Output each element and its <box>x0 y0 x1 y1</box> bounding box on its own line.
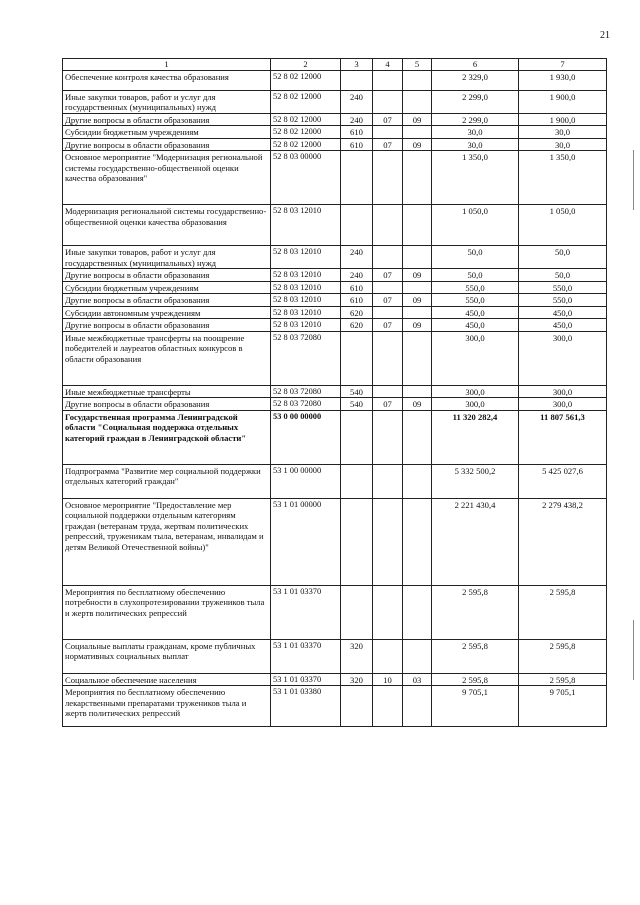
row-name-cell: Иные межбюджетные трансферты <box>63 385 271 398</box>
row-value-col6-cell: 50,0 <box>432 246 519 269</box>
row-value-col7-cell: 5 425 027,6 <box>519 464 607 498</box>
row-value-col7-cell: 300,0 <box>519 331 607 385</box>
table-row <box>63 385 607 398</box>
row-subsection-cell: 09 <box>403 113 432 126</box>
table-row <box>63 639 607 673</box>
row-value-col6-cell: 2 595,8 <box>432 673 519 686</box>
row-subsection-cell <box>403 90 432 113</box>
row-value-col6-cell: 300,0 <box>432 385 519 398</box>
table-row <box>63 151 607 205</box>
row-subsection-cell: 09 <box>403 138 432 151</box>
row-name-cell: Субсидии автономным учреждениям <box>63 306 271 319</box>
row-section-cell <box>373 498 403 585</box>
row-subsection-cell: 09 <box>403 269 432 282</box>
table-row <box>63 498 607 585</box>
page-number: 21 <box>600 30 610 41</box>
row-section-cell <box>373 151 403 205</box>
column-header: 6 <box>432 59 519 71</box>
row-section-cell <box>373 126 403 139</box>
row-subsection-cell <box>403 639 432 673</box>
row-section-cell <box>373 410 403 464</box>
row-value-col6-cell: 2 595,8 <box>432 585 519 639</box>
row-section-cell: 07 <box>373 398 403 411</box>
row-expense-type-cell <box>341 686 373 727</box>
table-row <box>63 113 607 126</box>
row-value-col6-cell: 550,0 <box>432 294 519 307</box>
row-subsection-cell: 09 <box>403 294 432 307</box>
row-subsection-cell: 09 <box>403 319 432 332</box>
table-body <box>63 70 607 727</box>
row-value-col7-cell: 2 595,8 <box>519 639 607 673</box>
row-expense-type-cell: 540 <box>341 398 373 411</box>
row-expense-type-cell: 240 <box>341 269 373 282</box>
row-value-col6-cell: 300,0 <box>432 398 519 411</box>
table-row <box>63 90 607 113</box>
row-expense-type-cell <box>341 464 373 498</box>
table-row <box>63 70 607 90</box>
row-section-cell <box>373 205 403 246</box>
row-subsection-cell <box>403 686 432 727</box>
row-code-cell: 53 0 00 00000 <box>271 410 341 464</box>
row-value-col7-cell: 2 279 438,2 <box>519 498 607 585</box>
table-row <box>63 319 607 332</box>
row-expense-type-cell: 240 <box>341 246 373 269</box>
row-name-cell: Другие вопросы в области образования <box>63 319 271 332</box>
column-header: 7 <box>519 59 607 71</box>
table-row <box>63 126 607 139</box>
row-expense-type-cell <box>341 70 373 90</box>
row-expense-type-cell <box>341 151 373 205</box>
row-code-cell: 53 1 01 03370 <box>271 585 341 639</box>
row-subsection-cell <box>403 331 432 385</box>
row-expense-type-cell: 240 <box>341 90 373 113</box>
row-subsection-cell <box>403 306 432 319</box>
table-row <box>63 138 607 151</box>
row-code-cell: 53 1 01 03370 <box>271 673 341 686</box>
row-code-cell: 52 8 02 12000 <box>271 113 341 126</box>
row-value-col7-cell: 1 900,0 <box>519 113 607 126</box>
column-header: 1 <box>63 59 271 71</box>
row-name-cell: Государственная программа Ленинградской области "Социальная поддержка отдельных категорий граждан в Ленинградской области" <box>63 410 271 464</box>
row-code-cell: 53 1 01 03370 <box>271 639 341 673</box>
row-value-col6-cell: 11 320 282,4 <box>432 410 519 464</box>
row-subsection-cell <box>403 151 432 205</box>
row-subsection-cell <box>403 410 432 464</box>
row-name-cell: Субсидии бюджетным учреждениям <box>63 281 271 294</box>
row-code-cell: 52 8 03 12010 <box>271 319 341 332</box>
row-expense-type-cell <box>341 585 373 639</box>
row-section-cell <box>373 70 403 90</box>
row-code-cell: 52 8 02 12000 <box>271 138 341 151</box>
row-section-cell: 10 <box>373 673 403 686</box>
scan-edge-mark <box>633 150 634 210</box>
row-section-cell <box>373 464 403 498</box>
row-name-cell: Модернизация региональной системы государственно-общественной оценки качества образования <box>63 205 271 246</box>
row-expense-type-cell: 620 <box>341 306 373 319</box>
row-expense-type-cell <box>341 331 373 385</box>
row-section-cell <box>373 385 403 398</box>
row-name-cell: Иные межбюджетные трансферты на поощрение победителей и лауреатов областных конкурсов в области образования <box>63 331 271 385</box>
row-name-cell: Основное мероприятие "Модернизация региональной системы государственно-общественной оценки качества образования" <box>63 151 271 205</box>
table-row <box>63 331 607 385</box>
row-value-col6-cell: 2 299,0 <box>432 113 519 126</box>
row-value-col6-cell: 2 329,0 <box>432 70 519 90</box>
row-code-cell: 53 1 00 00000 <box>271 464 341 498</box>
row-value-col6-cell: 300,0 <box>432 331 519 385</box>
budget-table <box>62 58 607 727</box>
row-value-col6-cell: 1 050,0 <box>432 205 519 246</box>
row-code-cell: 52 8 03 12010 <box>271 306 341 319</box>
row-code-cell: 52 8 03 12010 <box>271 294 341 307</box>
table-row <box>63 686 607 727</box>
row-expense-type-cell: 620 <box>341 319 373 332</box>
row-value-col7-cell: 1 930,0 <box>519 70 607 90</box>
row-value-col7-cell: 1 050,0 <box>519 205 607 246</box>
row-code-cell: 52 8 03 12010 <box>271 281 341 294</box>
row-name-cell: Иные закупки товаров, работ и услуг для государственных (муниципальных) нужд <box>63 90 271 113</box>
row-value-col6-cell: 50,0 <box>432 269 519 282</box>
column-header: 3 <box>341 59 373 71</box>
row-section-cell <box>373 585 403 639</box>
row-subsection-cell <box>403 385 432 398</box>
row-code-cell: 52 8 02 12000 <box>271 90 341 113</box>
row-subsection-cell <box>403 126 432 139</box>
row-section-cell: 07 <box>373 138 403 151</box>
row-value-col7-cell: 11 807 561,3 <box>519 410 607 464</box>
row-code-cell: 52 8 03 72080 <box>271 331 341 385</box>
row-value-col7-cell: 2 595,8 <box>519 585 607 639</box>
row-value-col7-cell: 300,0 <box>519 385 607 398</box>
row-value-col7-cell: 550,0 <box>519 294 607 307</box>
row-section-cell <box>373 246 403 269</box>
row-expense-type-cell: 240 <box>341 113 373 126</box>
row-value-col6-cell: 5 332 500,2 <box>432 464 519 498</box>
row-value-col6-cell: 30,0 <box>432 126 519 139</box>
row-name-cell: Иные закупки товаров, работ и услуг для государственных (муниципальных) нужд <box>63 246 271 269</box>
row-code-cell: 53 1 01 03380 <box>271 686 341 727</box>
row-value-col7-cell: 450,0 <box>519 319 607 332</box>
scan-edge-mark <box>633 620 634 680</box>
row-name-cell: Другие вопросы в области образования <box>63 294 271 307</box>
row-code-cell: 52 8 02 12000 <box>271 70 341 90</box>
row-name-cell: Мероприятия по бесплатному обеспечению лекарственными препаратами тружеников тыла и жертв политических репрессий <box>63 686 271 727</box>
row-value-col7-cell: 550,0 <box>519 281 607 294</box>
row-value-col7-cell: 50,0 <box>519 269 607 282</box>
row-subsection-cell <box>403 205 432 246</box>
row-value-col6-cell: 550,0 <box>432 281 519 294</box>
row-expense-type-cell <box>341 498 373 585</box>
row-subsection-cell <box>403 498 432 585</box>
table-row <box>63 306 607 319</box>
row-expense-type-cell: 610 <box>341 294 373 307</box>
row-section-cell <box>373 639 403 673</box>
row-code-cell: 53 1 01 00000 <box>271 498 341 585</box>
row-expense-type-cell: 610 <box>341 281 373 294</box>
row-section-cell <box>373 90 403 113</box>
table-row <box>63 205 607 246</box>
row-code-cell: 52 8 03 12010 <box>271 269 341 282</box>
row-value-col6-cell: 2 595,8 <box>432 639 519 673</box>
row-name-cell: Другие вопросы в области образования <box>63 398 271 411</box>
row-value-col7-cell: 50,0 <box>519 246 607 269</box>
row-value-col6-cell: 1 350,0 <box>432 151 519 205</box>
row-section-cell: 07 <box>373 113 403 126</box>
row-name-cell: Другие вопросы в области образования <box>63 269 271 282</box>
row-expense-type-cell: 320 <box>341 673 373 686</box>
row-code-cell: 52 8 03 12010 <box>271 246 341 269</box>
column-header: 2 <box>271 59 341 71</box>
row-section-cell <box>373 281 403 294</box>
row-section-cell: 07 <box>373 319 403 332</box>
row-expense-type-cell <box>341 410 373 464</box>
table-row <box>63 398 607 411</box>
table-row <box>63 673 607 686</box>
row-subsection-cell <box>403 246 432 269</box>
row-name-cell: Субсидии бюджетным учреждениям <box>63 126 271 139</box>
row-value-col7-cell: 1 900,0 <box>519 90 607 113</box>
row-value-col7-cell: 30,0 <box>519 138 607 151</box>
row-name-cell: Мероприятия по бесплатному обеспечению потребности в слухопротезировании тружеников тыла и жертв политических репрессий <box>63 585 271 639</box>
table-row <box>63 281 607 294</box>
row-value-col7-cell: 300,0 <box>519 398 607 411</box>
row-subsection-cell: 09 <box>403 398 432 411</box>
row-subsection-cell <box>403 281 432 294</box>
row-code-cell: 52 8 03 00000 <box>271 151 341 205</box>
column-header: 5 <box>403 59 432 71</box>
row-code-cell: 52 8 03 12010 <box>271 205 341 246</box>
row-section-cell <box>373 306 403 319</box>
row-value-col6-cell: 450,0 <box>432 306 519 319</box>
row-value-col6-cell: 450,0 <box>432 319 519 332</box>
row-code-cell: 52 8 02 12000 <box>271 126 341 139</box>
row-name-cell: Другие вопросы в области образования <box>63 113 271 126</box>
table-row <box>63 269 607 282</box>
row-subsection-cell <box>403 585 432 639</box>
row-section-cell: 07 <box>373 294 403 307</box>
table-header-row <box>63 59 607 71</box>
row-name-cell: Основное мероприятие "Предоставление мер социальной поддержки отдельным категориям граждан (ветеранам труда, жертвам политических репрессий, труженикам тыла, ветеранам, инвалидам и детям Великой Отечественной войны)" <box>63 498 271 585</box>
row-name-cell: Социальные выплаты гражданам, кроме публичных нормативных социальных выплат <box>63 639 271 673</box>
row-expense-type-cell: 610 <box>341 138 373 151</box>
row-code-cell: 52 8 03 72080 <box>271 398 341 411</box>
row-value-col6-cell: 30,0 <box>432 138 519 151</box>
row-code-cell: 52 8 03 72080 <box>271 385 341 398</box>
row-name-cell: Обеспечение контроля качества образования <box>63 70 271 90</box>
row-value-col6-cell: 2 299,0 <box>432 90 519 113</box>
row-subsection-cell <box>403 70 432 90</box>
row-expense-type-cell: 320 <box>341 639 373 673</box>
row-value-col7-cell: 30,0 <box>519 126 607 139</box>
row-value-col6-cell: 9 705,1 <box>432 686 519 727</box>
table-row <box>63 464 607 498</box>
column-header: 4 <box>373 59 403 71</box>
row-expense-type-cell: 610 <box>341 126 373 139</box>
row-name-cell: Подпрограмма "Развитие мер социальной поддержки отдельных категорий граждан" <box>63 464 271 498</box>
row-expense-type-cell <box>341 205 373 246</box>
row-expense-type-cell: 540 <box>341 385 373 398</box>
row-value-col6-cell: 2 221 430,4 <box>432 498 519 585</box>
table-row <box>63 410 607 464</box>
row-value-col7-cell: 9 705,1 <box>519 686 607 727</box>
table-row <box>63 585 607 639</box>
row-subsection-cell <box>403 464 432 498</box>
row-value-col7-cell: 450,0 <box>519 306 607 319</box>
row-name-cell: Социальное обеспечение населения <box>63 673 271 686</box>
row-value-col7-cell: 1 350,0 <box>519 151 607 205</box>
row-section-cell <box>373 331 403 385</box>
row-name-cell: Другие вопросы в области образования <box>63 138 271 151</box>
table-row <box>63 246 607 269</box>
row-section-cell <box>373 686 403 727</box>
row-value-col7-cell: 2 595,8 <box>519 673 607 686</box>
row-subsection-cell: 03 <box>403 673 432 686</box>
row-section-cell: 07 <box>373 269 403 282</box>
table-row <box>63 294 607 307</box>
